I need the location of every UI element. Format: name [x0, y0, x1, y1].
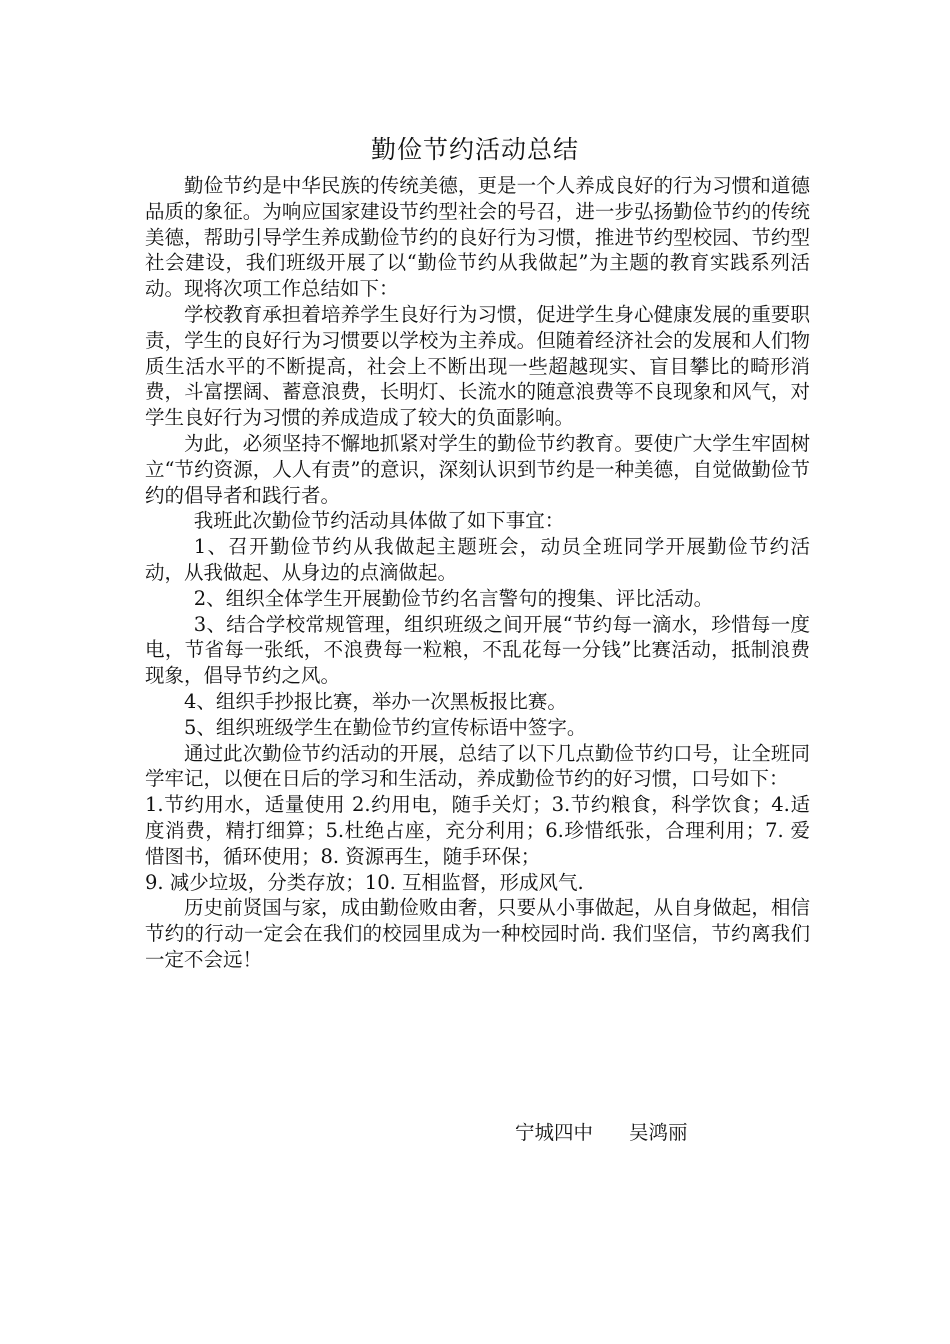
- slogan-list: 9. 减少垃圾，分类存放；10. 互相监督，形成风气.: [145, 870, 584, 894]
- list-item: 3、结合学校常规管理，组织班级之间开展“节约每一滴水，珍惜每一度电，节省每一张纸，不浪费每一粒粮，不乱花每一分钱”比赛活动，抵制浪费现象，倡导节约之风。: [145, 612, 810, 688]
- paragraph: 我班此次勤俭节约活动具体做了如下事宜：: [193, 509, 565, 533]
- signature-author: 吴鸿丽: [629, 1121, 688, 1144]
- paragraph: 学校教育承担着培养学生良好行为习惯，促进学生身心健康发展的重要职责，学生的良好行为习惯要以学校为主养成。但随着经济社会的发展和人们物质生活水平的不断提高，社会上不断出现一些超越现实、盲目攀比的畸形消费，斗富摆阔、蓄意浪费，长明灯、长流水的随意浪费等不良现象和风气，对学生良好行为习惯的养成造成了较大的负面影响。: [145, 302, 810, 430]
- paragraph: 勤俭节约是中华民族的传统美德，更是一个人养成良好的行为习惯和道德品质的象征。为响应国家建设节约型社会的号召，进一步弘扬勤俭节约的传统美德，帮助引导学生养成勤俭节约的良好行为习惯，推进节约型校园、节约型社会建设，我们班级开展了以“勤俭节约从我做起”为主题的教育实践系列活动。现将次项工作总结如下：: [145, 174, 810, 301]
- document-body: [145, 173, 810, 973]
- paragraph: 历史前贤国与家，成由勤俭败由奢，只要从小事做起，从自身做起，相信节约的行动一定会在我们的校园里成为一种校园时尚. 我们坚信，节约离我们一定不会远！: [145, 896, 810, 971]
- document-title: 勤俭节约活动总结: [370, 135, 579, 164]
- paragraph: 通过此次勤俭节约活动的开展，总结了以下几点勤俭节约口号，让全班同学牢记，以便在日后的学习和生活动，养成勤俭节约的好习惯，口号如下：: [145, 741, 810, 791]
- slogan-list: 1.节约用水，适量使用 2.约用电，随手关灯；3.节约粮食，科学饮食；4.适度消费，精打细算；5.杜绝占座，充分利用；6.珍惜纸张，合理利用；7. 爱惜图书，循环使用；8. 资源再生，随手环保；: [145, 793, 810, 868]
- list-item: 2、组织全体学生开展勤俭节约名言警句的搜集、评比活动。: [193, 586, 714, 610]
- list-item: 5、组织班级学生在勤俭节约宣传标语中签字。: [184, 715, 587, 739]
- signature-school: 宁城四中: [515, 1121, 594, 1144]
- signature: [515, 1120, 688, 1146]
- list-item: 4、组织手抄报比赛，举办一次黑板报比赛。: [184, 689, 567, 713]
- paragraph: 为此，必须坚持不懈地抓紧对学生的勤俭节约教育。要使广大学生牢固树立“节约资源，人人有责”的意识，深刻认识到节约是一种美德，自觉做勤俭节约的倡导者和践行者。: [145, 431, 810, 507]
- list-item: 1、召开勤俭节约从我做起主题班会，动员全班同学开展勤俭节约活动，从我做起、从身边的点滴做起。: [145, 535, 810, 584]
